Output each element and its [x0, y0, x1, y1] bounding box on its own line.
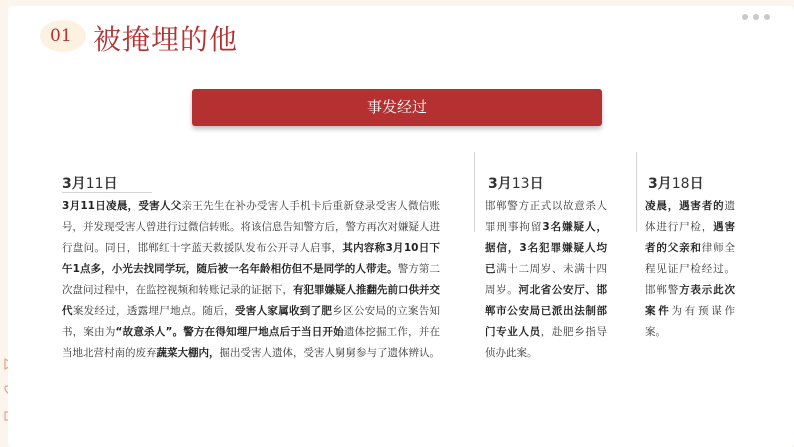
event-text-1: 3月11日凌晨，受害人父亲王先生在补办受害人手机卡后重新登录受害人微信账号，并发现受害人曾进行过微信转账。将该信息告知警方后，警方再次对嫌疑人进行盘问。同日，邯郸红十字蓝天救援队发布公开寻人启事，其内容称3月10日下午1点多，小光去找同学玩，随后被一名年龄相仿但不是同学的人带走。警方第二次盘问过程中，在监控视频和转账记录的证据下，有犯罪嫌疑人推翻先前口供并交代案发经过，透露埋尸地点。随后，受害人家属收到了肥乡区公安局的立案告知书，案由为“故意杀人”。警方在得知埋尸地点后于当日开始遗体挖掘工作，并在当地北营村南的废弃蔬菜大棚内，掘出受害人遗体，受害人舅舅参与了遗体辨认。 — [62, 200, 441, 359]
date-label-3: 3月18日 — [648, 176, 704, 192]
event-text-3: 凌晨，遇害者的遗体进行尸检，遇害者的父亲和律师全程见证尸检经过。邯郸警方表示此次案件为有预谋作案。 — [645, 200, 736, 338]
section-number: 01 — [50, 26, 72, 46]
divider — [62, 192, 152, 193]
date-label-1: 3月11日 — [62, 176, 118, 192]
left-strip — [0, 0, 8, 447]
divider — [636, 152, 637, 232]
date-label-2: 3月13日 — [488, 176, 544, 192]
event-text-2: 邯郸警方正式以故意杀人罪刑事拘留3名嫌疑人，据信，3名犯罪嫌疑人均已满十二周岁、未满十四周岁。河北省公安厅、邯郸市公安局已派出法制部门专业人员，赴肥乡指导侦办此案。 — [485, 200, 608, 359]
divider — [474, 152, 475, 232]
page-title: 被掩埋的他 — [93, 23, 239, 56]
more-dots-icon[interactable] — [742, 14, 770, 20]
section-banner: 事发经过 — [192, 89, 602, 126]
